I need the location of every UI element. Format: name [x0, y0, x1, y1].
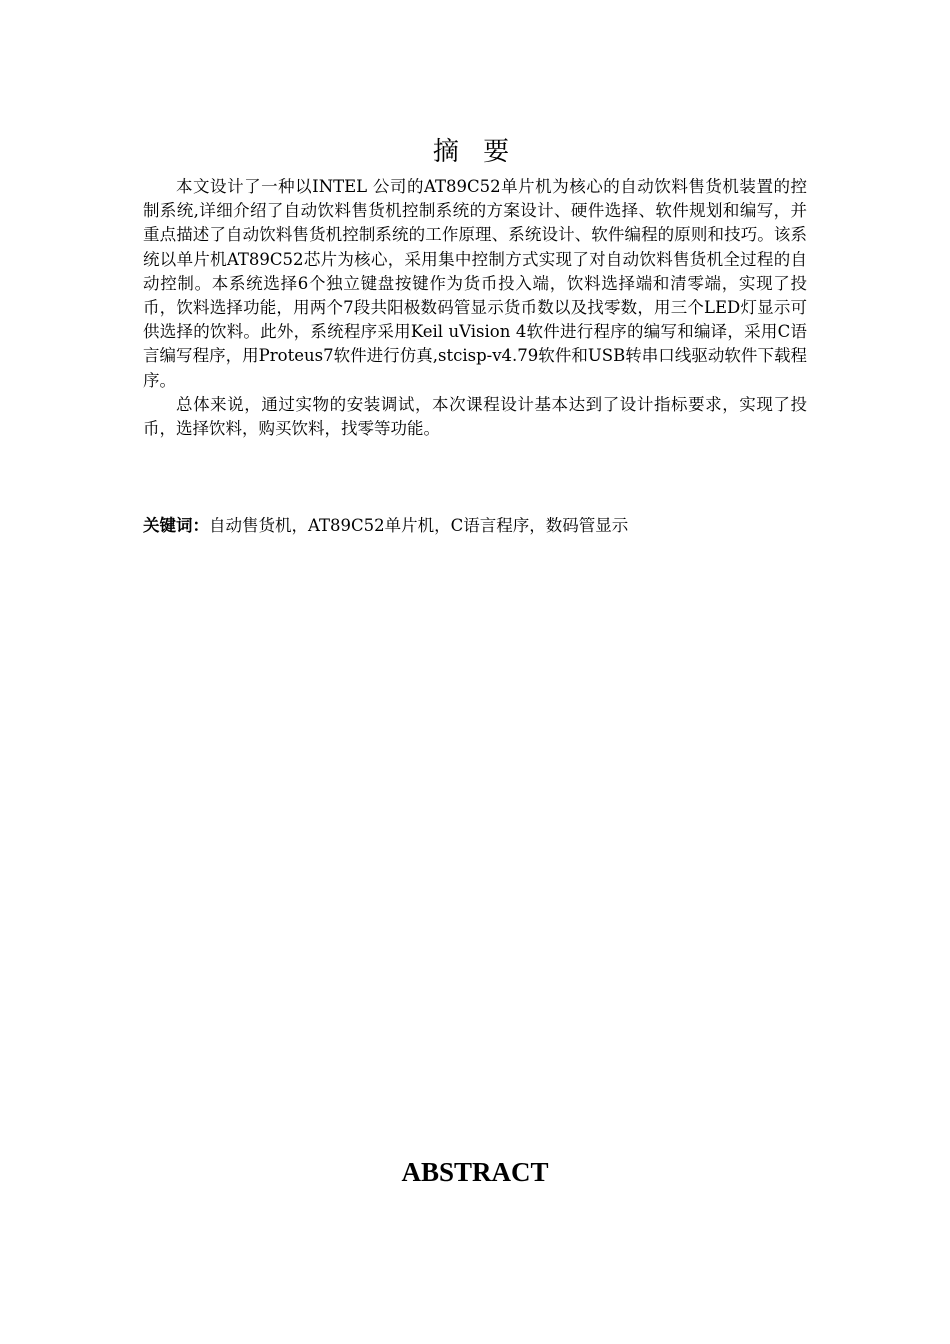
abstract-body [143, 175, 807, 441]
abstract-paragraph-1: 本文设计了一种以INTEL 公司的AT89C52单片机为核心的自动饮料售货机装置的控制系统,详细介绍了自动饮料售货机控制系统的方案设计、硬件选择、软件规划和编写，并重点描述了自动饮料售货机控制系统的工作原理、系统设计、软件编程的原则和技巧。该系统以单片机AT89C52芯片为核心，采用集中控制方式实现了对自动饮料售货机全过程的自动控制。本系统选择6个独立键盘按键作为货币投入端，饮料选择端和清零端，实现了投币，饮料选择功能，用两个7段共阳极数码管显示货币数以及找零数，用三个LED灯显示可供选择的饮料。此外，系统程序采用Keil uVision 4软件进行程序的编写和编译，采用C语言编写程序，用Proteus7软件进行仿真,stcisp-v4.79软件和USB转串口线驱动软件下载程序。 [143, 177, 807, 390]
keywords-line [143, 514, 807, 538]
abstract-title-chinese: 摘 要 [432, 137, 518, 167]
keywords-label: 关键词： [143, 516, 209, 535]
keywords-text: 自动售货机，AT89C52单片机，C语言程序，数码管显示 [209, 516, 629, 535]
abstract-title-english: ABSTRACT [401, 1157, 549, 1187]
abstract-paragraph-2: 总体来说，通过实物的安装调试，本次课程设计基本达到了设计指标要求，实现了投币，选择饮料，购买饮料，找零等功能。 [143, 394, 807, 439]
